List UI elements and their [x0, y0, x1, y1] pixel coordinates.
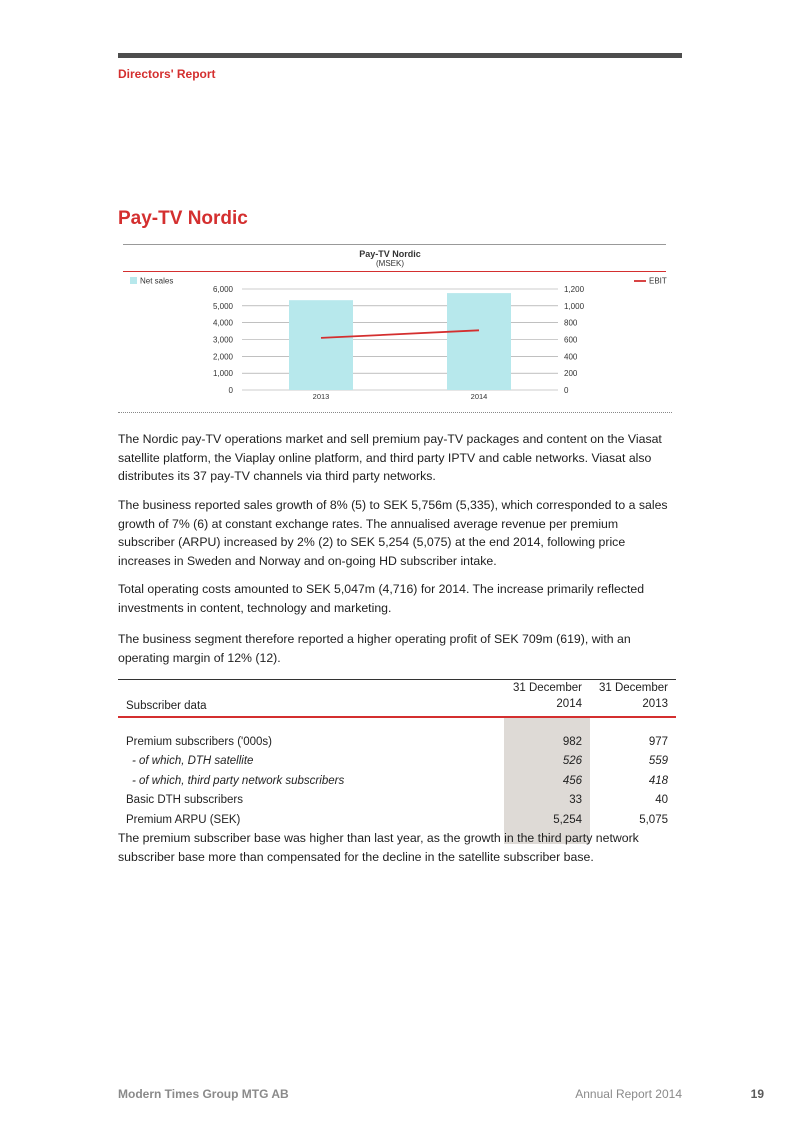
paragraph-2: The business reported sales growth of 8% (5) to SEK 5,756m (5,335), which corresponded to a sales growth of 7% (6) at constant exchange rates. The annualised average revenue per premium subscriber (ARPU) increased by 2% (2) to SEK 5,254 (5,075) at the end 2014, following price increases in Sweden and Norway and on-going HD subscriber intake.	[118, 498, 668, 568]
footer-page-number: 19	[750, 1087, 764, 1101]
bar-net-sales-2013	[289, 300, 353, 390]
row-value-2013: 418	[648, 774, 668, 787]
legend-net-sales-label: Net sales	[140, 276, 174, 286]
table-row	[118, 771, 676, 791]
left-axis-tick-label: 3,000	[212, 335, 233, 345]
chart-bottom-rule	[118, 412, 672, 413]
chart-subtitle: (MSEK)	[376, 259, 404, 268]
bar-net-sales-2014	[447, 293, 511, 390]
paragraph-4: The business segment therefore reported a higher operating profit of SEK 709m (619), with an operating margin of 12% (12).	[118, 632, 631, 665]
legend-ebit-label: EBIT	[649, 276, 667, 286]
row-label: Basic DTH subscribers	[126, 794, 243, 807]
legend-net-sales-swatch	[130, 277, 137, 284]
top-rule	[118, 53, 682, 58]
table-header-row	[118, 680, 676, 718]
x-axis-tick-label: 2013	[312, 392, 330, 401]
x-axis-tick-label: 2014	[470, 392, 488, 401]
left-axis-tick-label: 5,000	[212, 301, 233, 311]
right-axis-tick-label: 1,000	[564, 301, 585, 311]
footer-company: Modern Times Group MTG AB	[118, 1087, 289, 1101]
chart-title: Pay-TV Nordic	[359, 249, 421, 259]
right-axis-tick-label: 600	[564, 335, 578, 345]
closing-paragraph: The premium subscriber base was higher than last year, as the growth in the third party network subscriber base more than compensated for the decline in the satellite subscriber base.	[118, 831, 639, 864]
row-value-2013: 977	[648, 735, 668, 748]
table-header-2014	[504, 680, 590, 718]
row-label: Premium ARPU (SEK)	[126, 813, 241, 826]
left-axis-tick-label: 0	[228, 386, 233, 395]
row-label: - of which, third party network subscribers	[132, 774, 345, 787]
right-axis-tick-label: 200	[564, 369, 578, 379]
row-value-2013: 40	[655, 794, 668, 807]
chart-container	[118, 243, 672, 413]
row-label: - of which, DTH satellite	[132, 755, 254, 768]
page-heading: Pay-TV Nordic	[118, 208, 248, 229]
row-label: Premium subscribers ('000s)	[126, 735, 272, 748]
table-row	[118, 752, 676, 772]
right-axis-tick-label: 1,200	[564, 285, 585, 294]
left-axis-tick-label: 4,000	[212, 318, 233, 328]
row-value-2014: 982	[504, 732, 590, 752]
left-axis-tick-label: 1,000	[212, 369, 233, 379]
row-value-2014: 33	[504, 791, 590, 811]
table-spacer-row	[118, 717, 676, 732]
right-axis-tick-label: 800	[564, 318, 578, 328]
table-header-2013	[590, 680, 676, 718]
table-row	[118, 810, 676, 830]
left-axis-tick-label: 2,000	[212, 352, 233, 362]
row-value-2014: 526	[504, 752, 590, 772]
table-header-label: Subscriber data	[126, 700, 207, 712]
pay-tv-nordic-chart	[118, 243, 672, 413]
footer-report-title: Annual Report 2014	[575, 1087, 682, 1101]
paragraph-1: The Nordic pay-TV operations market and sell premium pay-TV packages and content on the Viasat satellite platform, the Viaplay online platform, and third party IPTV and cable networks. Viasat also distributes its 37 pay-TV channels via third party networks.	[118, 432, 662, 483]
table-row	[118, 791, 676, 811]
table-header-2014-text: 31 December 2014	[512, 682, 582, 710]
row-value-2013: 559	[648, 755, 668, 768]
row-value-2014: 5,254	[504, 810, 590, 830]
right-axis-tick-label: 0	[564, 386, 569, 395]
row-value-2013: 5,075	[639, 813, 668, 826]
row-value-2014: 456	[504, 771, 590, 791]
table-header-2013-text: 31 December 2013	[598, 682, 668, 710]
subscriber-data-table	[118, 679, 676, 844]
right-axis-tick-label: 400	[564, 352, 578, 362]
table-row	[118, 732, 676, 752]
left-axis-tick-label: 6,000	[212, 285, 233, 294]
paragraph-3: Total operating costs amounted to SEK 5,047m (4,716) for 2014. The increase primarily reflected investments in content, technology and marketing.	[118, 582, 645, 615]
section-label: Directors' Report	[118, 67, 216, 81]
